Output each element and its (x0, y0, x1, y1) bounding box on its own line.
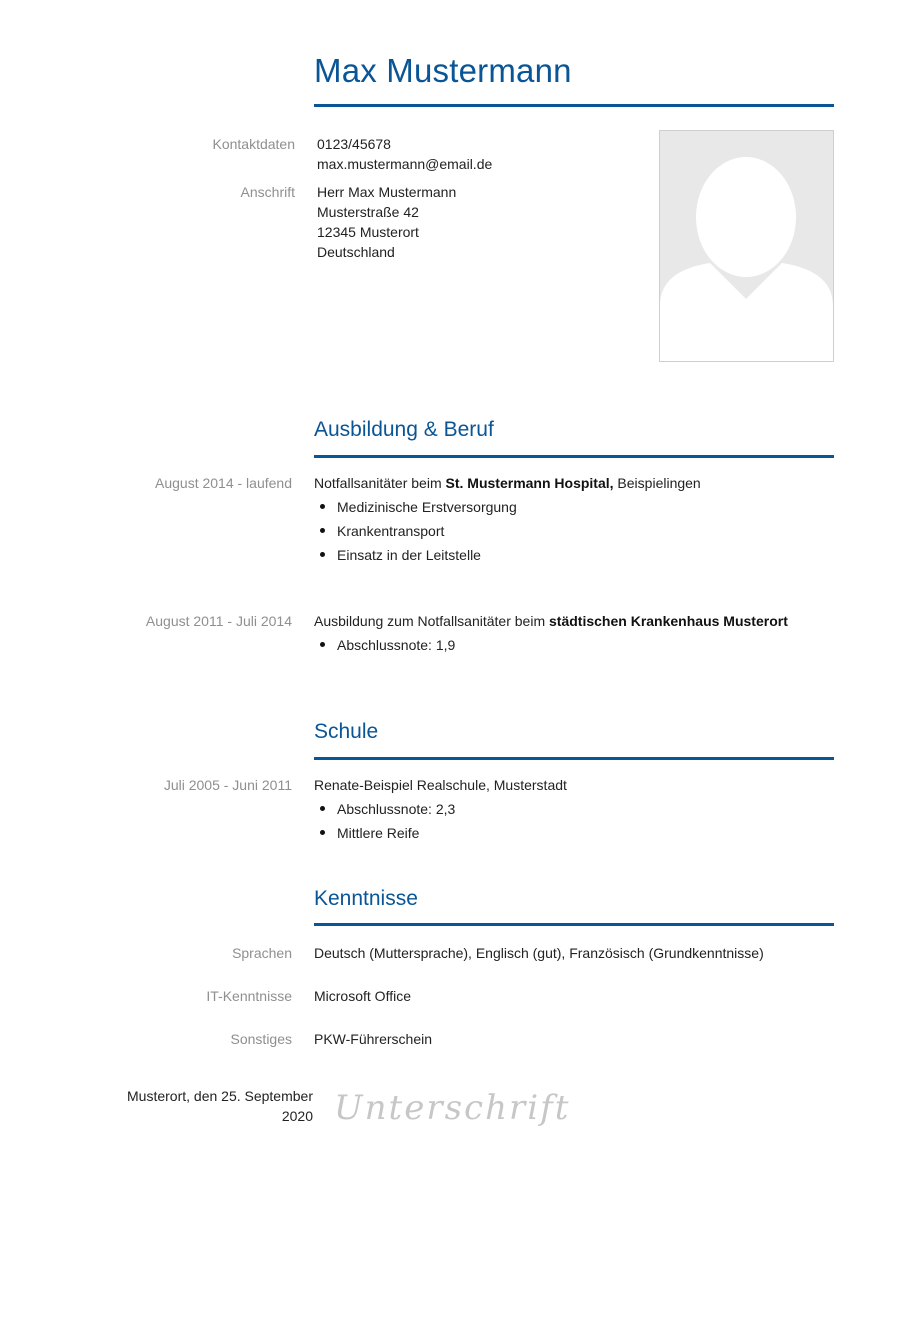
address-line: 12345 Musterort (317, 224, 419, 240)
address-block (317, 182, 456, 262)
address-line: Deutschland (317, 244, 395, 260)
section-title-school: Schule (314, 720, 379, 743)
cv-name: Max Mustermann (314, 52, 572, 89)
contact-label: Kontaktdaten (212, 136, 295, 152)
skill-value: Deutsch (Muttersprache), Englisch (gut), Französisch (Grundkenntnisse) (314, 945, 764, 961)
entry-title: Notfallsanitäter beim St. Mustermann Hospital, Beispielingen (314, 475, 701, 491)
contact-email: max.mustermann@email.de (317, 156, 493, 172)
section-rule (314, 923, 834, 926)
avatar-placeholder-icon (660, 131, 833, 361)
entry-bullets (314, 797, 455, 845)
entry-date: August 2014 - laufend (155, 475, 292, 491)
list-item: Mittlere Reife (314, 821, 455, 845)
entry-title: Ausbildung zum Notfallsanitäter beim städtischen Krankenhaus Musterort (314, 613, 788, 629)
entry-title: Renate-Beispiel Realschule, Musterstadt (314, 777, 567, 793)
profile-photo (659, 130, 834, 362)
address-line: Herr Max Mustermann (317, 184, 457, 200)
skill-value: PKW-Führerschein (314, 1031, 433, 1047)
entry-date: August 2011 - Juli 2014 (145, 613, 292, 629)
skill-label: Sonstiges (230, 1031, 292, 1047)
address-line: Musterstraße 42 (317, 204, 419, 220)
list-item: Abschlussnote: 1,9 (314, 633, 455, 657)
list-item: Einsatz in der Leitstelle (314, 543, 517, 567)
skill-label: IT-Kenntnisse (206, 988, 292, 1004)
section-rule (314, 455, 834, 458)
entry-bullets (314, 633, 455, 657)
skill-value: Microsoft Office (314, 988, 411, 1004)
address-label: Anschrift (240, 184, 295, 200)
entry-date: Juli 2005 - Juni 2011 (163, 777, 292, 793)
contact-block (317, 134, 492, 174)
list-item: Medizinische Erstversorgung (314, 495, 517, 519)
header-rule (314, 104, 834, 107)
list-item: Abschlussnote: 2,3 (314, 797, 455, 821)
list-item: Krankentransport (314, 519, 517, 543)
section-title-skills: Kenntnisse (314, 887, 418, 910)
date-place: Musterort, den 25. September 2020 (127, 1088, 313, 1124)
signature-placeholder: Unterschrift (334, 1088, 571, 1128)
contact-phone: 0123/45678 (317, 136, 391, 152)
section-rule (314, 757, 834, 760)
section-title-career: Ausbildung & Beruf (314, 418, 494, 441)
entry-bullets (314, 495, 517, 567)
skill-label: Sprachen (232, 945, 292, 961)
